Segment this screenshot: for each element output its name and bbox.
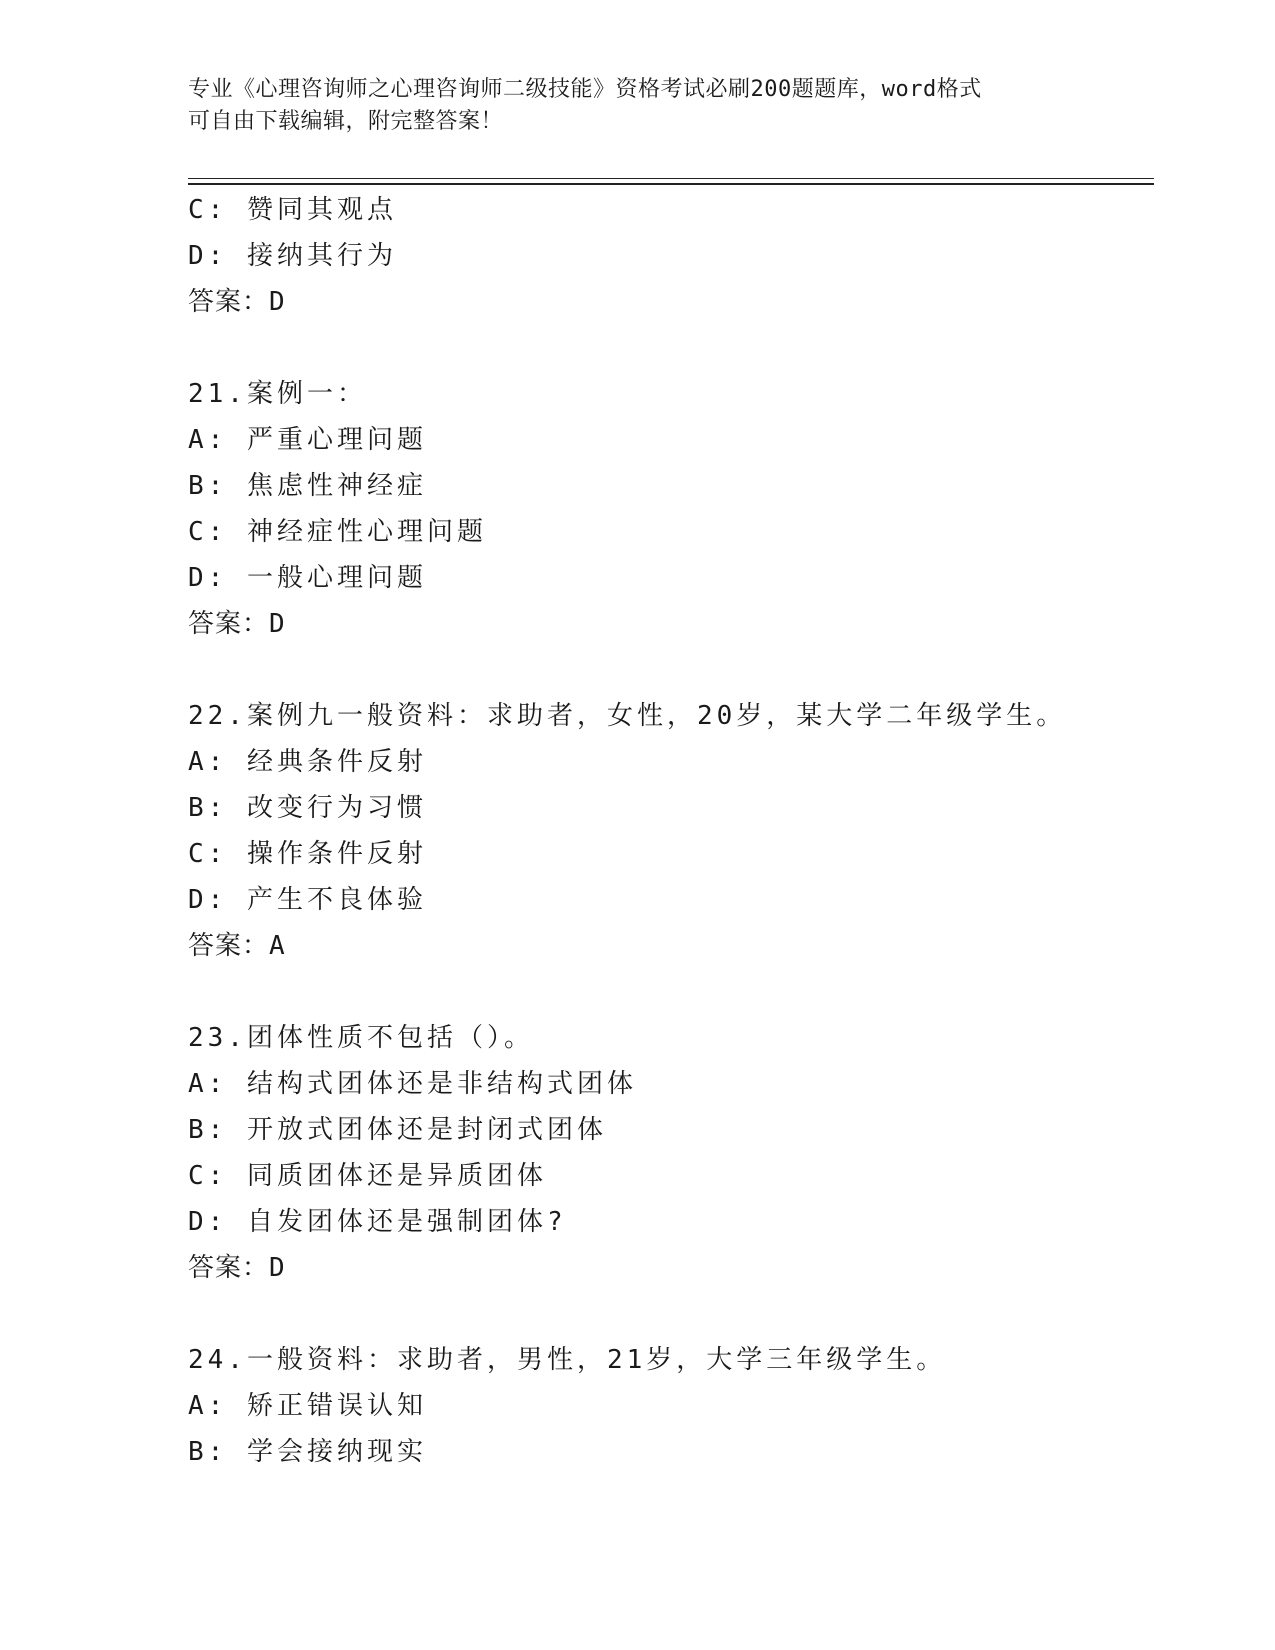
option-c: C: 神经症性心理问题 [188, 517, 487, 547]
option-c: C: 操作条件反射 [188, 839, 427, 869]
header-title-line-1: 专业《心理咨询师之心理咨询师二级技能》资格考试必刷200题题库，word格式 [188, 77, 982, 102]
question-stem: 22.案例九一般资料：求助者，女性，20岁，某大学二年级学生。 [188, 701, 1067, 731]
question-stem: 21.案例一： [188, 379, 367, 409]
spacer [188, 1291, 1148, 1337]
spacer [188, 325, 1148, 371]
option-c: C: 赞同其观点 [188, 195, 397, 225]
document-header [188, 74, 1068, 138]
option-d: D: 接纳其行为 [188, 241, 397, 271]
question-fragment [188, 187, 1148, 325]
answer-line: 答案：A [188, 931, 286, 961]
header-divider-thick [188, 183, 1154, 185]
option-a: A: 严重心理问题 [188, 425, 427, 455]
option-a: A: 矫正错误认知 [188, 1391, 427, 1421]
question-23 [188, 1015, 1148, 1291]
option-b: B: 焦虑性神经症 [188, 471, 427, 501]
option-b: B: 改变行为习惯 [188, 793, 427, 823]
option-b: B: 学会接纳现实 [188, 1437, 427, 1467]
option-d: D: 产生不良体验 [188, 885, 427, 915]
question-stem: 23.团体性质不包括（）。 [188, 1023, 534, 1053]
option-a: A: 经典条件反射 [188, 747, 427, 777]
answer-line: 答案：D [188, 609, 286, 639]
header-title-line-2: 可自由下载编辑，附完整答案！ [188, 109, 504, 134]
question-22 [188, 693, 1148, 969]
question-stem: 24.一般资料：求助者，男性，21岁，大学三年级学生。 [188, 1345, 947, 1375]
option-d: D: 一般心理问题 [188, 563, 427, 593]
question-21 [188, 371, 1148, 647]
answer-line: 答案：D [188, 1253, 286, 1283]
spacer [188, 969, 1148, 1015]
option-b: B: 开放式团体还是封闭式团体 [188, 1115, 607, 1145]
answer-line: 答案：D [188, 287, 286, 317]
question-list [188, 187, 1148, 1475]
header-divider-thin [188, 178, 1154, 179]
question-24 [188, 1337, 1148, 1475]
option-a: A: 结构式团体还是非结构式团体 [188, 1069, 637, 1099]
spacer [188, 647, 1148, 693]
option-c: C: 同质团体还是异质团体 [188, 1161, 547, 1191]
option-d: D: 自发团体还是强制团体? [188, 1207, 567, 1237]
